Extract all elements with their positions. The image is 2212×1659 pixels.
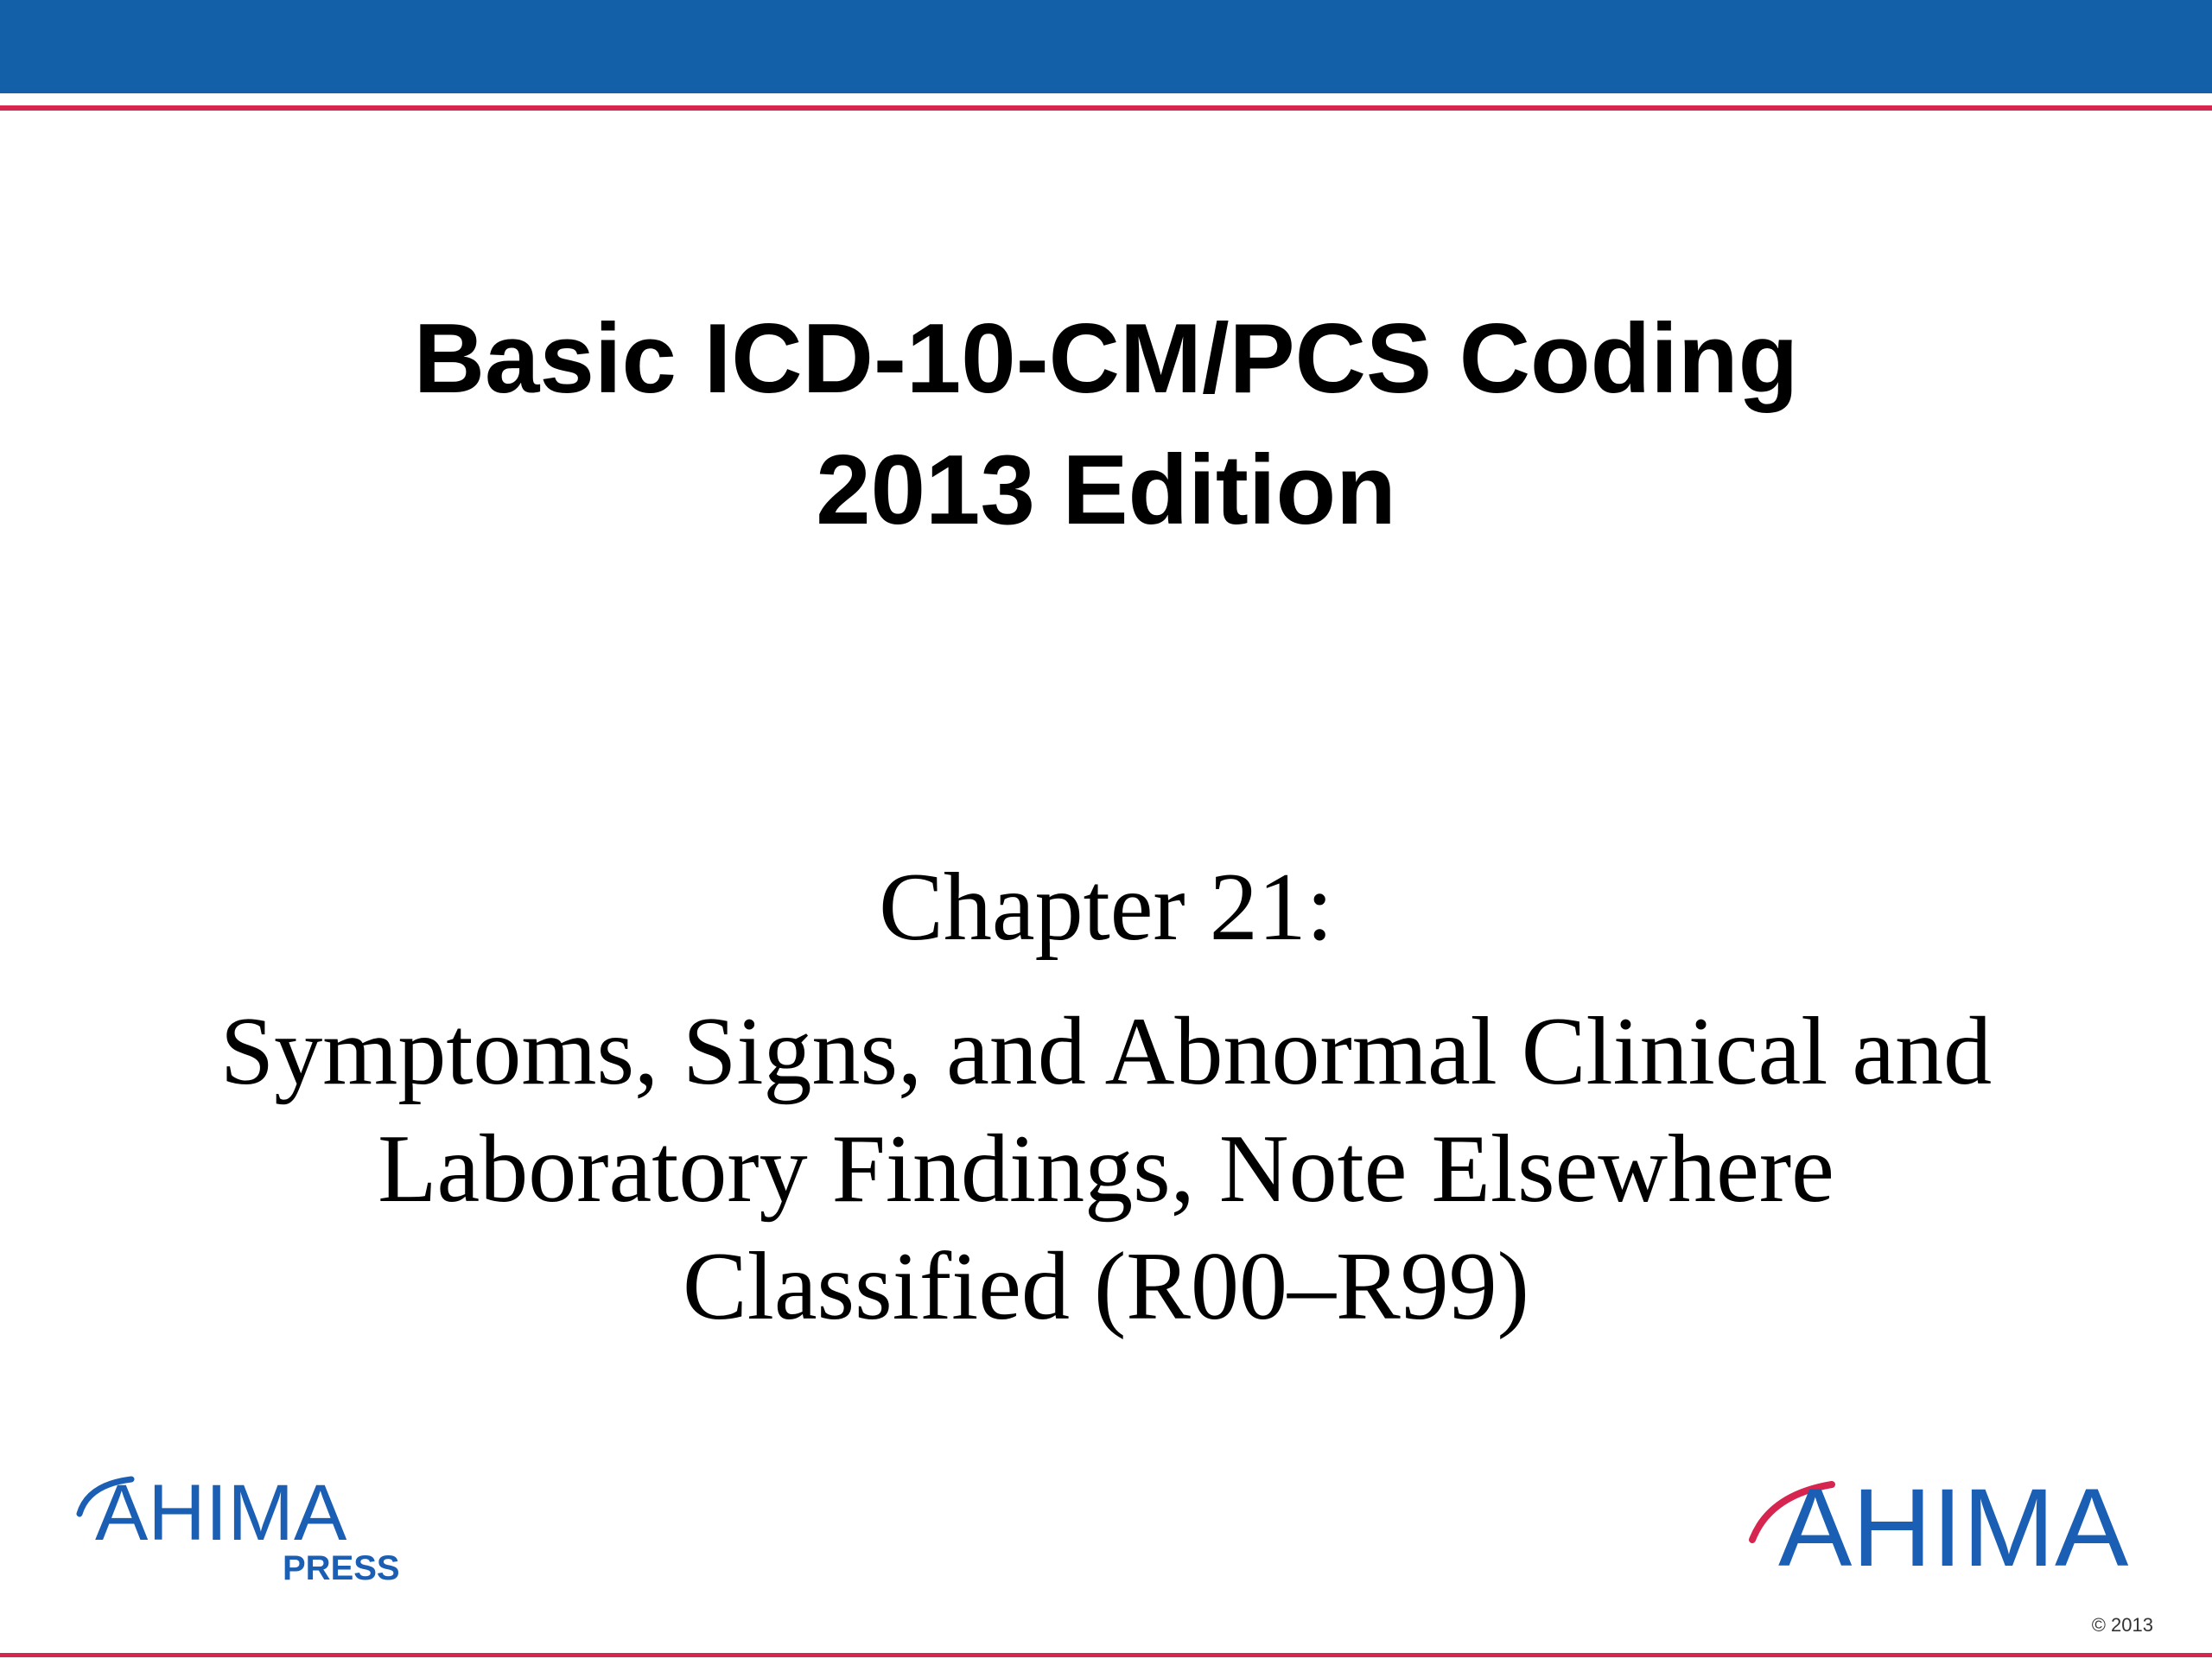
ahima-press-logo [71, 1460, 408, 1590]
slide-title [0, 294, 2212, 556]
footer-accent-rule [0, 1653, 2212, 1657]
ahima-logo [1745, 1460, 2169, 1581]
header-accent-rule [0, 105, 2212, 111]
slide-subtitle [0, 851, 2212, 1345]
copyright-text: © 2013 [2091, 1614, 2153, 1636]
title-line-1: Basic ICD-10-CM/PCS Coding [413, 304, 1799, 414]
chapter-title-line-1: Symptoms, Signs, and Abnormal Clinical and [219, 998, 1993, 1105]
press-logo-text: PRESS [283, 1549, 400, 1587]
ahima-logo-graphic [1745, 1460, 2169, 1581]
ahima-logo-right-text: AHIMA [1778, 1466, 2129, 1581]
title-line-2: 2013 Edition [816, 435, 1396, 545]
top-header-bar [0, 0, 2212, 93]
chapter-label: Chapter 21: [879, 854, 1333, 961]
ahima-logo-left-text: AHIMA [95, 1469, 347, 1557]
chapter-title-line-2: Laboratory Findings, Note Elsewhere [378, 1116, 1834, 1223]
chapter-title-line-3: Classified (R00–R99) [683, 1233, 1529, 1340]
ahima-press-logo-graphic [71, 1460, 408, 1590]
